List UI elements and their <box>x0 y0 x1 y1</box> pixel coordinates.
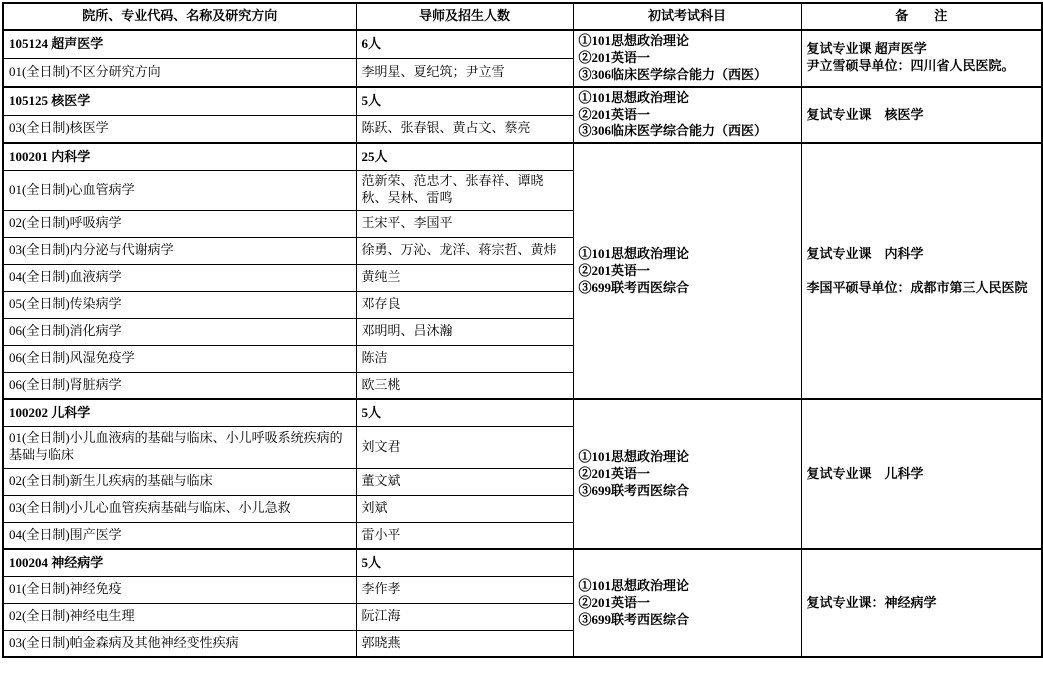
advisors-cell: 李作孝 <box>356 576 573 603</box>
advisors-cell: 欧三桃 <box>356 372 573 399</box>
enrollment-count-cell: 25人 <box>356 143 573 170</box>
exam-subjects-cell <box>573 30 801 87</box>
research-direction-cell: 03(全日制)内分泌与代谢病学 <box>3 237 356 264</box>
exam-subjects-cell <box>573 399 801 549</box>
exam-subjects-cell <box>573 549 801 657</box>
note-cell <box>801 549 1042 657</box>
exam-subject-line: ②201英语一 <box>578 262 651 278</box>
exam-subject-line: ③699联考西医综合 <box>578 279 690 295</box>
table-header-row <box>3 3 1042 30</box>
research-direction-cell: 06(全日制)肾脏病学 <box>3 372 356 399</box>
research-direction-cell: 04(全日制)围产医学 <box>3 522 356 549</box>
note-cell <box>801 87 1042 144</box>
note-line: 复试专业课 内科学 <box>806 246 924 261</box>
exam-subject-line: ①101思想政治理论 <box>578 33 690 48</box>
research-direction-cell: 06(全日制)风湿免疫学 <box>3 345 356 372</box>
research-direction-cell: 06(全日制)消化病学 <box>3 318 356 345</box>
note-cell <box>801 143 1042 399</box>
enrollment-count-cell: 6人 <box>356 30 573 58</box>
advisors-cell: 刘文君 <box>356 426 573 468</box>
advisors-cell: 陈跃、张春银、黄占文、蔡亮 <box>356 115 573 143</box>
advisors-cell: 王宋平、李国平 <box>356 210 573 237</box>
program-code-cell: 100202 儿科学 <box>3 399 356 426</box>
note-line: 复试专业课 超声医学 <box>806 41 927 57</box>
research-direction-cell: 01(全日制)心血管病学 <box>3 170 356 210</box>
research-direction-cell: 02(全日制)新生儿疾病的基础与临床 <box>3 468 356 495</box>
advisors-cell: 邓明明、吕沐瀚 <box>356 318 573 345</box>
research-direction-cell: 03(全日制)核医学 <box>3 115 356 143</box>
exam-subject-line: ③699联考西医综合 <box>578 482 690 498</box>
enrollment-count-cell: 5人 <box>356 549 573 576</box>
header-note-column: 备 注 <box>801 3 1042 30</box>
advisors-cell: 李明星、夏纪筑；尹立雪 <box>356 58 573 86</box>
section-code-row <box>3 30 1042 58</box>
header-advisors-column: 导师及招生人数 <box>356 3 573 30</box>
advisors-cell: 董文斌 <box>356 468 573 495</box>
research-direction-cell: 05(全日制)传染病学 <box>3 291 356 318</box>
program-code-cell: 100204 神经病学 <box>3 549 356 576</box>
advisors-cell: 雷小平 <box>356 522 573 549</box>
program-code-cell: 105125 核医学 <box>3 87 356 115</box>
research-direction-cell: 02(全日制)神经电生理 <box>3 603 356 630</box>
exam-subject-line: ③306临床医学综合能力（西医） <box>578 123 768 139</box>
section-code-row <box>3 87 1042 115</box>
exam-subject-line: ②201英语一 <box>578 49 651 65</box>
section-code-row <box>3 399 1042 426</box>
exam-subject-line: ①101思想政治理论 <box>578 246 690 261</box>
research-direction-cell: 03(全日制)小儿心血管疾病基础与临床、小儿急救 <box>3 495 356 522</box>
research-direction-cell: 03(全日制)帕金森病及其他神经变性疾病 <box>3 630 356 657</box>
enrollment-count-cell: 5人 <box>356 399 573 426</box>
advisors-cell: 陈洁 <box>356 345 573 372</box>
program-code-cell: 100201 内科学 <box>3 143 356 170</box>
advisors-cell: 邓存良 <box>356 291 573 318</box>
header-program-column: 院所、专业代码、名称及研究方向 <box>3 3 356 30</box>
note-cell <box>801 399 1042 549</box>
exam-subjects-cell <box>573 87 801 144</box>
research-direction-cell: 01(全日制)不区分研究方向 <box>3 58 356 86</box>
research-direction-cell: 01(全日制)神经免疫 <box>3 576 356 603</box>
header-exam-column: 初试考试科目 <box>573 3 801 30</box>
exam-subject-line: ②201英语一 <box>578 594 651 610</box>
advisors-cell: 阮江海 <box>356 603 573 630</box>
exam-subject-line: ③699联考西医综合 <box>578 611 690 627</box>
note-line: 李国平硕导单位：成都市第三人民医院 <box>806 279 1028 295</box>
program-code-cell: 105124 超声医学 <box>3 30 356 58</box>
note-line <box>807 263 1037 280</box>
research-direction-cell: 01(全日制)小儿血液病的基础与临床、小儿呼吸系统疾病的基础与临床 <box>3 426 356 468</box>
enrollment-count-cell: 5人 <box>356 87 573 115</box>
advisors-cell: 郭晓燕 <box>356 630 573 657</box>
exam-subject-line: ①101思想政治理论 <box>578 578 690 593</box>
exam-subject-line: ③306临床医学综合能力（西医） <box>578 66 768 82</box>
advisors-cell: 刘斌 <box>356 495 573 522</box>
exam-subject-line: ①101思想政治理论 <box>578 89 690 105</box>
section-code-row <box>3 143 1042 170</box>
note-line: 尹立雪硕导单位：四川省人民医院。 <box>806 58 1015 74</box>
exam-subjects-cell <box>573 143 801 399</box>
note-line: 复试专业课：神经病学 <box>806 594 937 610</box>
advisors-cell: 徐勇、万沁、龙洋、蒋宗哲、黄炜 <box>356 237 573 264</box>
exam-subject-line: ②201英语一 <box>578 106 651 122</box>
admissions-table <box>2 2 1043 658</box>
research-direction-cell: 02(全日制)呼吸病学 <box>3 210 356 237</box>
note-line: 复试专业课 儿科学 <box>806 465 924 481</box>
advisors-cell: 黄纯兰 <box>356 264 573 291</box>
note-cell <box>801 30 1042 87</box>
section-code-row <box>3 549 1042 576</box>
advisors-cell: 范新荣、范忠才、张春祥、谭晓秋、吴林、雷鸣 <box>356 170 573 210</box>
exam-subject-line: ②201英语一 <box>578 465 651 481</box>
note-line: 复试专业课 核医学 <box>806 106 924 122</box>
research-direction-cell: 04(全日制)血液病学 <box>3 264 356 291</box>
exam-subject-line: ①101思想政治理论 <box>578 449 690 464</box>
